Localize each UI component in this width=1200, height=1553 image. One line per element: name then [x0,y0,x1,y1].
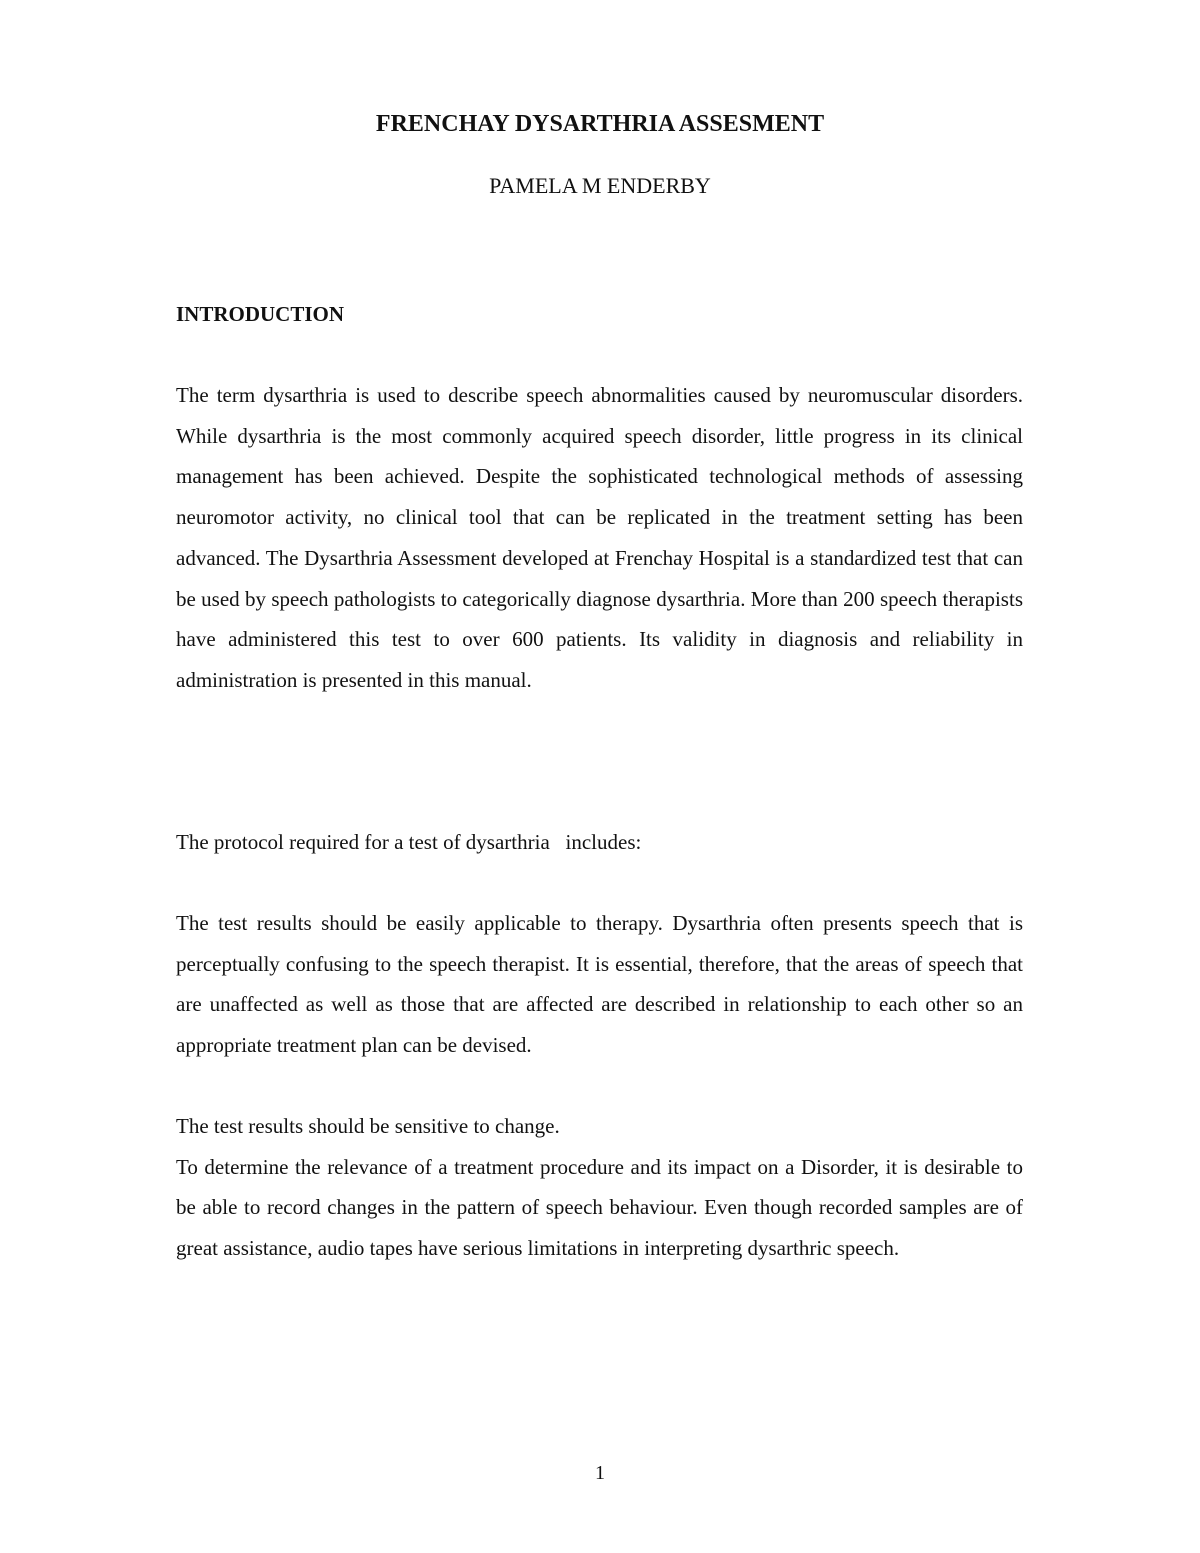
paragraph-sensitive-to-change: The test results should be sensitive to change. To determine the relevance of a treatment procedure and its impact on a Disorder, it is desirable to be able to record changes in the pattern of speech behaviour. Even though recorded samples are of great assistance, audio tapes have serious limitations in interpreting dysarthric speech. [176,1114,1023,1261]
section-heading-introduction: INTRODUCTION [176,302,345,326]
document-title: FRENCHAY DYSARTHRIA ASSESMENT [375,111,825,137]
document-author: PAMELA M ENDERBY [489,173,711,198]
paragraph-protocol: The protocol required for a test of dysarthria includes: [176,830,642,854]
paragraph-applicable-to-therapy: The test results should be easily applicable to therapy. Dysarthria often presents speech that is perceptually confusing to the speech therapist. It is essential, therefore, that the areas of speech that are unaffected as well as those that are affected are described in relationship to each other so an appropriate treatment plan can be devised. [176,911,1023,1058]
page-number: 1 [595,1462,605,1484]
paragraph-introduction: The term dysarthria is used to describe speech abnormalities caused by neuromuscular disorders. While dysarthria is the most commonly acquired speech disorder, little progress in its clinical management has been achieved. Despite the sophisticated technological methods of assessing neuromotor activity, no clinical tool that can be replicated in the treatment setting has been advanced. The Dysarthria Assessment developed at Frenchay Hospital is a standardized test that can be used by speech pathologists to categorically diagnose dysarthria. More than 200 speech therapists have administered this test to over 600 patients. Its validity in diagnosis and reliability in administration is presented in this manual. [176,383,1023,692]
